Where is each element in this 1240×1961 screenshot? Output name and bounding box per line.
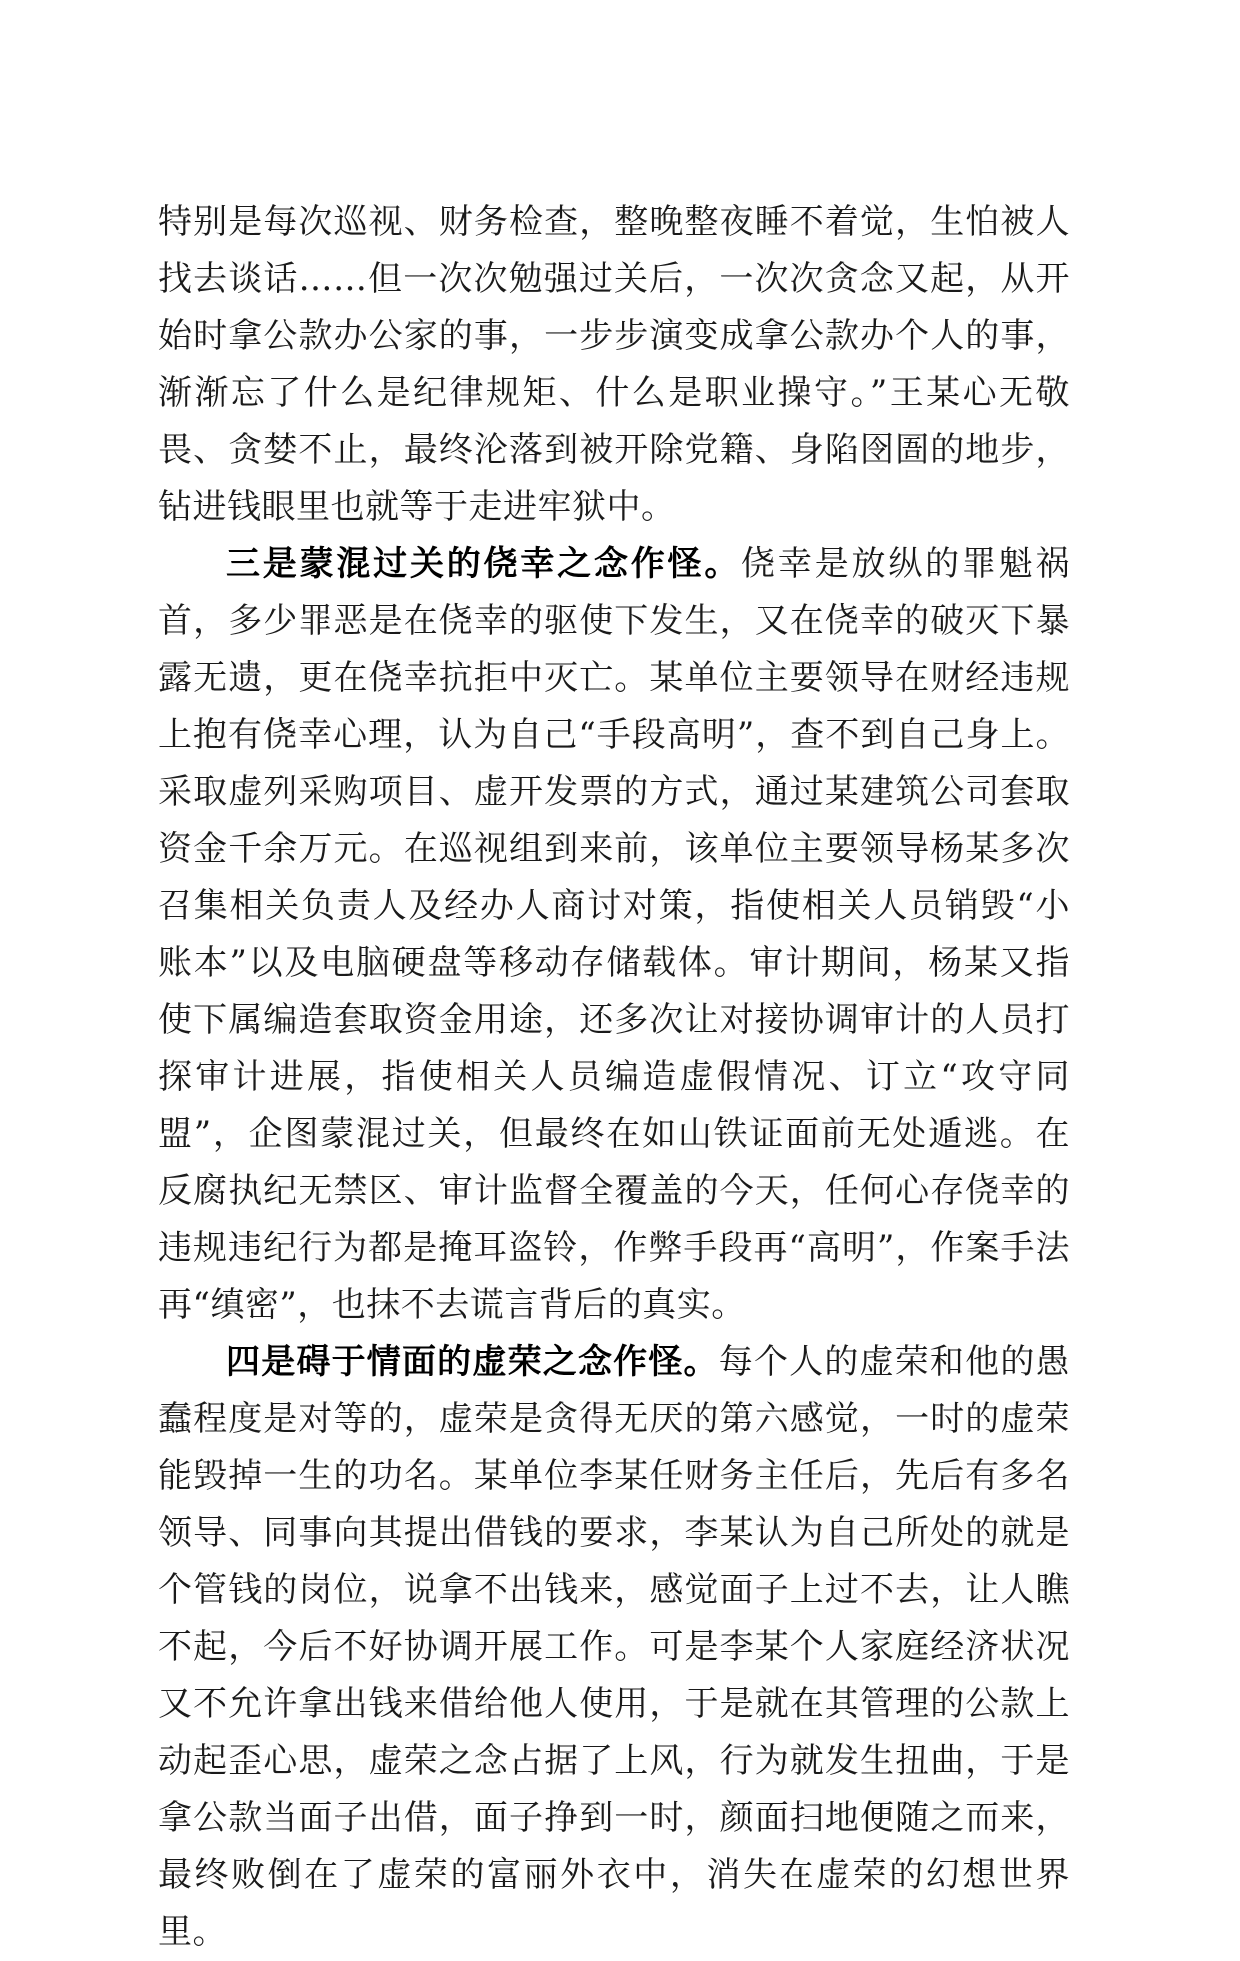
paragraph-heading: 四是碍于情面的虚荣之念作怪。 (226, 1342, 719, 1382)
paragraph-point-four (158, 1334, 1070, 1961)
paragraph-heading: 三是蒙混过关的侥幸之念作怪。 (226, 544, 742, 584)
paragraph-continuation (158, 194, 1070, 536)
paragraph-text: 特别是每次巡视、财务检查，整晚整夜睡不着觉，生怕被人找去谈话……但一次次勉强过关后，一次次贪念又起，从开始时拿公款办公家的事，一步步演变成拿公款办个人的事，渐渐忘了什么是纪律规矩、什么是职业操守。”王某心无敬畏、贪婪不止，最终沦落到被开除党籍、身陷囹圄的地步，钻进钱眼里也就等于走进牢狱中。 (158, 202, 1070, 527)
paragraph-point-three (158, 536, 1070, 1334)
document-body (158, 194, 1070, 1961)
paragraph-text: 每个人的虚荣和他的愚蠢程度是对等的，虚荣是贪得无厌的第六感觉，一时的虚荣能毁掉一生的功名。某单位李某任财务主任后，先后有多名领导、同事向其提出借钱的要求，李某认为自己所处的就是个管钱的岗位，说拿不出钱来，感觉面子上过不去，让人瞧不起，今后不好协调开展工作。可是李某个人家庭经济状况又不允许拿出钱来借给他人使用，于是就在其管理的公款上动起歪心思，虚荣之念占据了上风，行为就发生扭曲，于是拿公款当面子出借，面子挣到一时，颜面扫地便随之而来，最终败倒在了虚荣的富丽外衣中，消失在虚荣的幻想世界里。 (158, 1342, 1071, 1952)
paragraph-text: 侥幸是放纵的罪魁祸首，多少罪恶是在侥幸的驱使下发生，又在侥幸的破灭下暴露无遗，更在侥幸抗拒中灭亡。某单位主要领导在财经违规上抱有侥幸心理，认为自己“手段高明”，查不到自己身上。采取虚列采购项目、虚开发票的方式，通过某建筑公司套取资金千余万元。在巡视组到来前，该单位主要领导杨某多次召集相关负责人及经办人商讨对策，指使相关人员销毁“小账本”以及电脑硬盘等移动存储载体。审计期间，杨某又指使下属编造套取资金用途，还多次让对接协调审计的人员打探审计进展，指使相关人员编造虚假情况、订立“攻守同盟”，企图蒙混过关，但最终在如山铁证面前无处遁逃。在反腐执纪无禁区、审计监督全覆盖的今天，任何心存侥幸的违规违纪行为都是掩耳盗铃，作弊手段再“高明”，作案手法再“缜密”，也抹不去谎言背后的真实。 (158, 544, 1071, 1325)
